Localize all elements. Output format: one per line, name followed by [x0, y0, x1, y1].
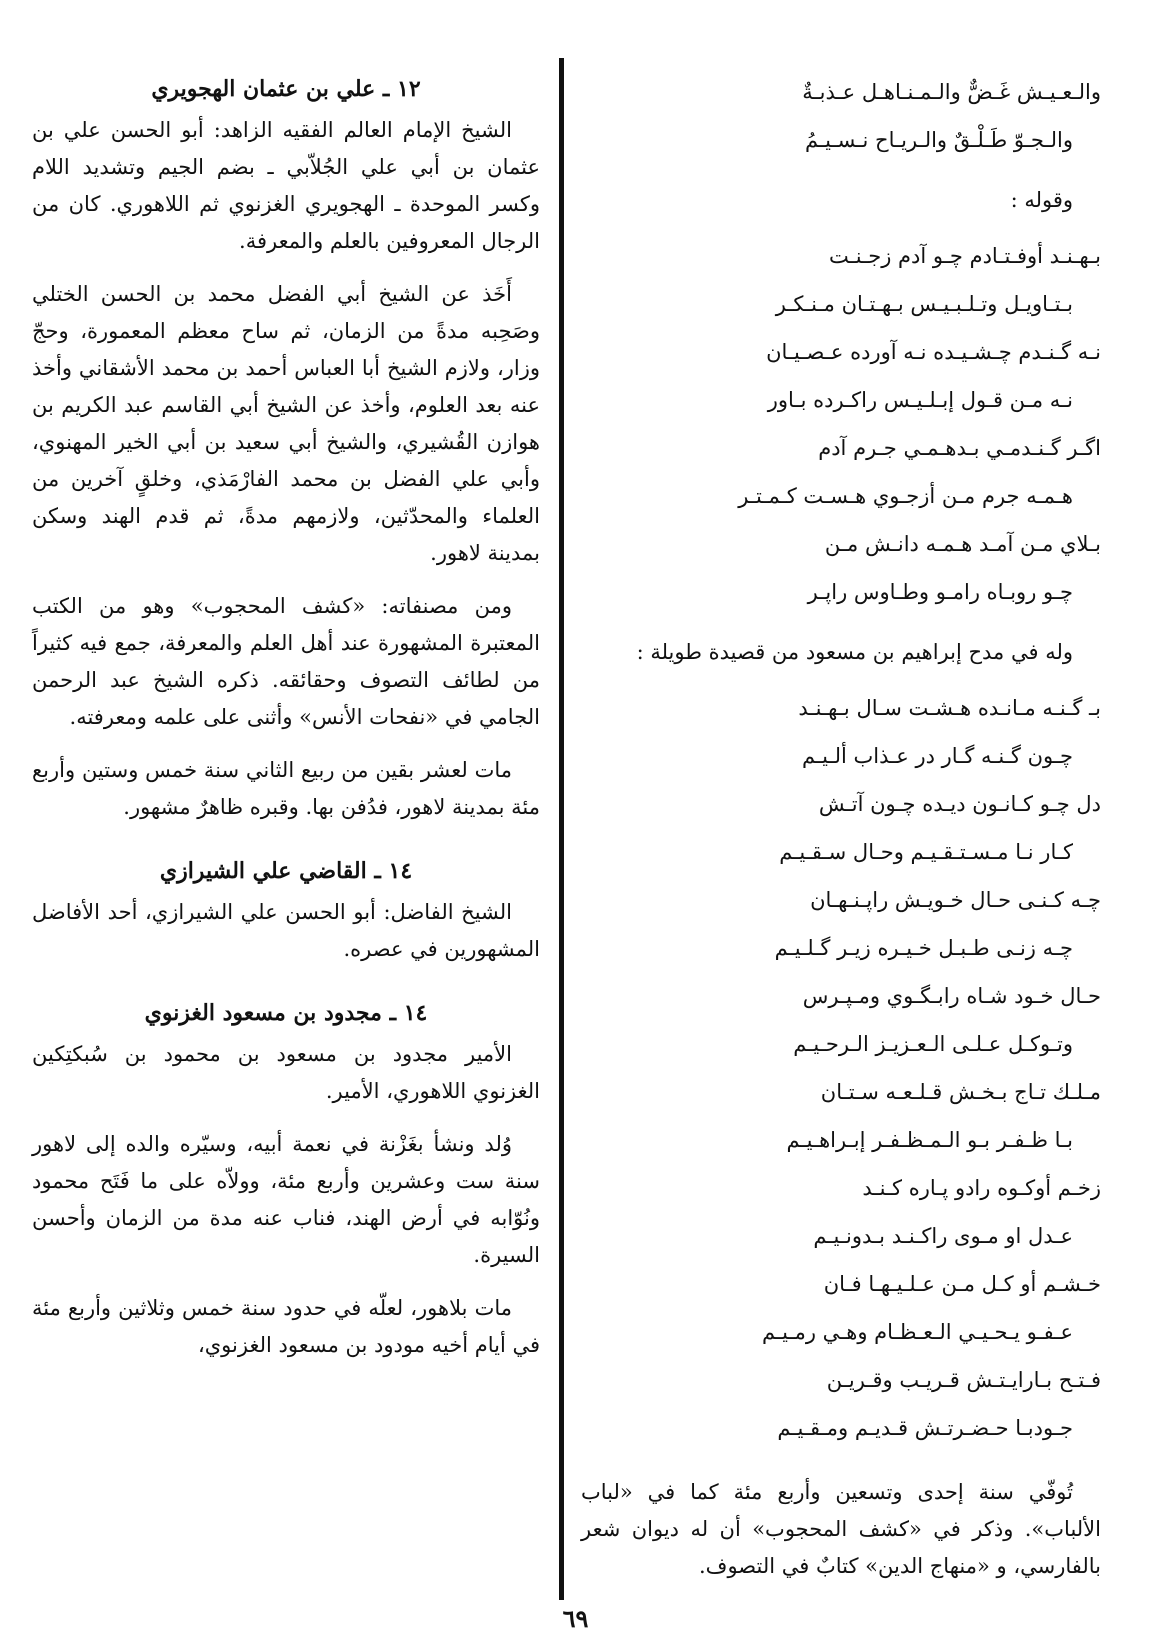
verse-line: خـشـم أو كـل مـن عـلـيـهـا فـان: [823, 1272, 1101, 1296]
verse-line: چـه زنـى طـبـل خـيـره زيـر گـلـيـم: [774, 936, 1073, 960]
verse-line: والـعـيـش غَـضٌّ والـمـنـاهـل عـذبـةٌ: [802, 80, 1101, 104]
verse-line: والـجـوّ طَـلْـقٌ والـريـاح نـسـيـمُ: [804, 128, 1073, 152]
entry-paragraph: الشيخ الإمام العالم الفقيه الزاهد: أبو الحسن علي بن عثمان بن أبي علي الجُلاّبي ـ بضم الجيم وتشديد اللام وكسر الموحدة ـ الهجويري الغزنوي ثم اللاهوري. كان من الرجال المعروفين بالعلم والمعرفة.: [32, 118, 540, 253]
entry-paragraph: الأمير مجدود بن مسعود بن محمود بن سُبكتِكين الغزنوي اللاهوري، الأمير.: [32, 1042, 540, 1103]
verse-line: چـو روبـاه رامـو وطـاوس راپـر: [807, 580, 1073, 604]
verse-line: حـال خـود شـاه رابـگـوي ومـپـرس: [802, 984, 1101, 1008]
verse-line: زخـم أوكـوه رادو پـاره كـنـد: [862, 1176, 1101, 1200]
verse-line: بـا ظـفـر بـو الـمـظـفـر إبـراهـيـم: [786, 1128, 1073, 1152]
entry-heading: ١٤ ـ القاضي علي الشيرازي: [159, 858, 413, 884]
entry-heading: ١٤ ـ مجدود بن مسعود الغزنوي: [144, 1000, 428, 1026]
verse-line: هـمـه جرم مـن أزجـوي هـسـت كـمـتـر: [738, 484, 1073, 508]
page-number: ٦٩: [562, 1604, 589, 1633]
verse-line: چـون گـنـه گـار در عـذاب ألـيـم: [801, 744, 1073, 768]
verse-line: عـفـو يـحـيـي الـعـظـام وهـي رمـيـم: [761, 1320, 1073, 1344]
verse-intro: وله في مدح إبراهيم بن مسعود من قصيدة طويلة :: [636, 640, 1073, 664]
entry-paragraph: ومن مصنفاته: «كشف المحجوب» وهو من الكتب المعتبرة المشهورة عند أهل العلم والمعرفة، جمع فيه كثيراً من لطائف التصوف وحقائقه. ذكره الشيخ عبد الرحمن الجامي في «نفحات الأنس» وأثنى على علمه ومعرفته.: [32, 594, 540, 729]
verse-line: بـهـنـد أوفـتـادم چـو آدم زجـنـت: [828, 244, 1101, 268]
verse-line: عـدل او مـوى راكـنـد بـدونـيـم: [813, 1224, 1073, 1248]
verse-line: چـه كـنـى حـال خـويـش راپـنـهـان: [810, 888, 1101, 912]
entry-paragraph: وُلد ونشأ بغَزْنة في نعمة أبيه، وسيّره والده إلى لاهور سنة ست وعشرين وأربع مئة، وولاّه على ما فَتَح محمود ونُوّابه في أرض الهند، فناب عنه مدة من الزمان وأحسن السيرة.: [32, 1132, 540, 1267]
biography-column: [32, 60, 540, 1380]
entry-paragraph: أَخَذ عن الشيخ أبي الفضل محمد بن الحسن الختلي وصَحِبه مدةً من الزمان، ثم ساح معظم المعمورة، وحجّ وزار، ولازم الشيخ أبا العباس أحمد بن محمد الأشقاني وأخذ عنه بعد العلوم، وأخذ عن الشيخ أبي القاسم عبد الكريم بن هوازن القُشيري، والشيخ أبي سعيد بن أبي الخير المهنوي، وأبي علي الفضل بن محمد الفارْمَذي، وخلقٍ آخرين من العلماء والمحدّثين، ولازمهم مدةً، ثم قدم الهند وسكن بمدينة لاهور.: [32, 282, 540, 565]
verse-line: بـلاي مـن آمـد هـمـه دانـش مـن: [824, 532, 1101, 556]
verse-line: فـتـح بـارايـتـش قـريـب وقـريـن: [826, 1368, 1101, 1392]
verse-line: نـه گـنـدم چـشـيـده نـه آورده عـصـيـان: [766, 340, 1101, 364]
verse-line: بـتـاويـل وتـلـبـيـس بـهـتـان مـنـكـر: [775, 292, 1073, 316]
verse-line: كـار نـا مـسـتـقـيـم وحـال سـقـيـم: [779, 840, 1073, 864]
verse-line: اگـر گـنـدمـي بـدهـمـي جـرم آدم: [818, 436, 1101, 460]
entry-paragraph: الشيخ الفاضل: أبو الحسن علي الشيرازي، أحد الأفاضل المشهورين في عصره.: [32, 900, 540, 961]
poetry-column: [581, 60, 1101, 1585]
death-note-paragraph: تُوفّي سنة إحدى وتسعين وأربع مئة كما في «لباب الألباب». وذكر في «كشف المحجوب» أن له ديوان شعر بالفارسي، و «منهاج الدين» كتابٌ في التصوف.: [581, 1480, 1101, 1578]
verse-line: جـودبـا حـضـرتـش قـديـم ومـقـيـم: [777, 1416, 1073, 1440]
verse-line: بـ گـنـه مـانـده هـشـت سـال بـهـنـد: [798, 696, 1101, 720]
verse-line: مـلـك تـاج بـخـش قـلـعـه سـتـان: [820, 1080, 1101, 1104]
verse-line: وتـوكـل عـلـى الـعـزيـز الـرحـيـم: [793, 1032, 1073, 1056]
verse-line: دل چـو كـانـون ديـده چـون آتـش: [818, 792, 1101, 816]
entry-paragraph: مات بلاهور، لعلّه في حدود سنة خمس وثلاثين وأربع مئة في أيام أخيه مودود بن مسعود الغزنوي،: [32, 1296, 540, 1357]
verse-intro: وقوله :: [1010, 188, 1073, 212]
entry-heading: ١٢ ـ علي بن عثمان الهجويري: [151, 76, 421, 102]
column-divider: [559, 58, 564, 1600]
entry-paragraph: مات لعشر بقين من ربيع الثاني سنة خمس وستين وأربع مئة بمدينة لاهور، فدُفن بها. وقبره ظاهرٌ مشهور.: [32, 758, 540, 819]
verse-line: نـه مـن قـول إبـلـيـس راكـرده بـاور: [767, 388, 1073, 412]
